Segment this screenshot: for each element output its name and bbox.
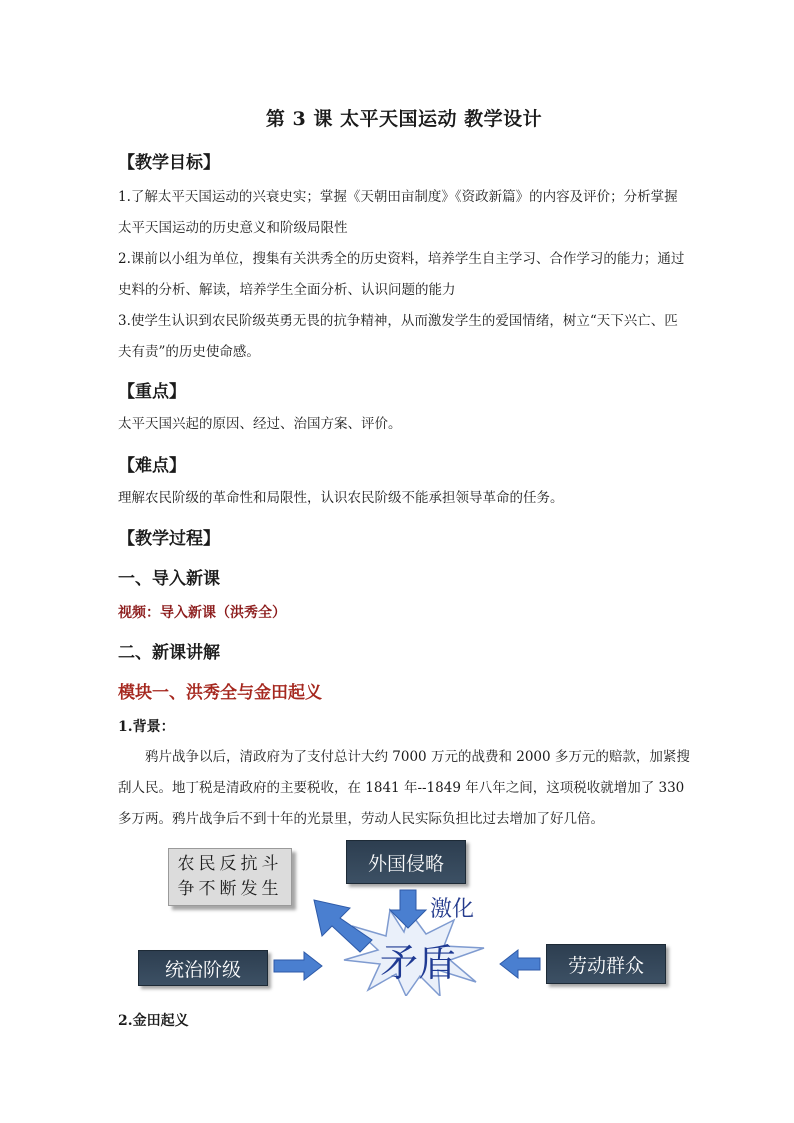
process-heading: 【教学过程】 bbox=[118, 529, 220, 549]
video-label: 视频：导入新课（洪秀全） bbox=[118, 605, 286, 621]
contradiction-label: 矛盾 bbox=[379, 941, 456, 985]
background-heading: 1.背景： bbox=[118, 719, 175, 735]
goal-item-2: 2.课前以小组为单位，搜集有关洪秀全的历史资料，培养学生自主学习、合作学习的能力；通过史料的分析、解读，培养学生全面分析、认识问题的能力 bbox=[118, 251, 685, 298]
goals-heading: 【教学目标】 bbox=[118, 153, 220, 173]
difficult-text: 理解农民阶级的革命性和局限性，认识农民阶级不能承担领导革命的任务。 bbox=[118, 490, 564, 506]
peasant-line-2: 争不断发生 bbox=[177, 879, 283, 899]
section-lecture-heading: 二、新课讲解 bbox=[118, 643, 220, 663]
goal-item-3: 3.使学生认识到农民阶级英勇无畏的抗争精神，从而激发学生的爱国情绪，树立“天下兴亡、匹夫有责”的历史使命感。 bbox=[118, 313, 678, 360]
key-text: 太平天国兴起的原因、经过、治国方案、评价。 bbox=[118, 416, 402, 432]
foreign-aggression-box: 外国侵略 bbox=[346, 840, 466, 884]
section-intro-heading: 一、导入新课 bbox=[118, 569, 220, 589]
difficult-heading: 【难点】 bbox=[118, 456, 186, 476]
intensify-label: 激化 bbox=[430, 897, 475, 922]
module1-heading: 模块一、洪秀全与金田起义 bbox=[118, 683, 322, 703]
goal-item-1: 1.了解太平天国运动的兴衰史实；掌握《天朝田亩制度》《资政新篇》的内容及评价；分析掌握太平天国运动的历史意义和阶级局限性 bbox=[118, 189, 678, 236]
contradiction-diagram bbox=[138, 836, 690, 996]
page-title: 第 3 课 太平天国运动 教学设计 bbox=[265, 108, 543, 130]
background-text: 鸦片战争以后，清政府为了支付总计大约 7000 万元的战费和 2000 多万元的赔款，加紧搜刮人民。地丁税是清政府的主要税收，在 1841 年--1849 年八年之间，这项税收就增加了 330 多万两。鸦片战争后不到十年的光景里，劳动人民实际负担比过去增加了好几倍。 bbox=[118, 749, 690, 827]
jintian-heading: 2.金田起义 bbox=[118, 1013, 189, 1029]
arrow-right-icon bbox=[274, 952, 322, 980]
arrow-left-icon bbox=[500, 950, 540, 978]
peasant-line-1: 农民反抗斗 bbox=[177, 854, 283, 874]
ruling-class-box: 统治阶级 bbox=[138, 950, 268, 986]
key-heading: 【重点】 bbox=[118, 382, 186, 402]
laboring-masses-box: 劳动群众 bbox=[546, 944, 666, 984]
peasant-resistance-box bbox=[168, 848, 292, 906]
